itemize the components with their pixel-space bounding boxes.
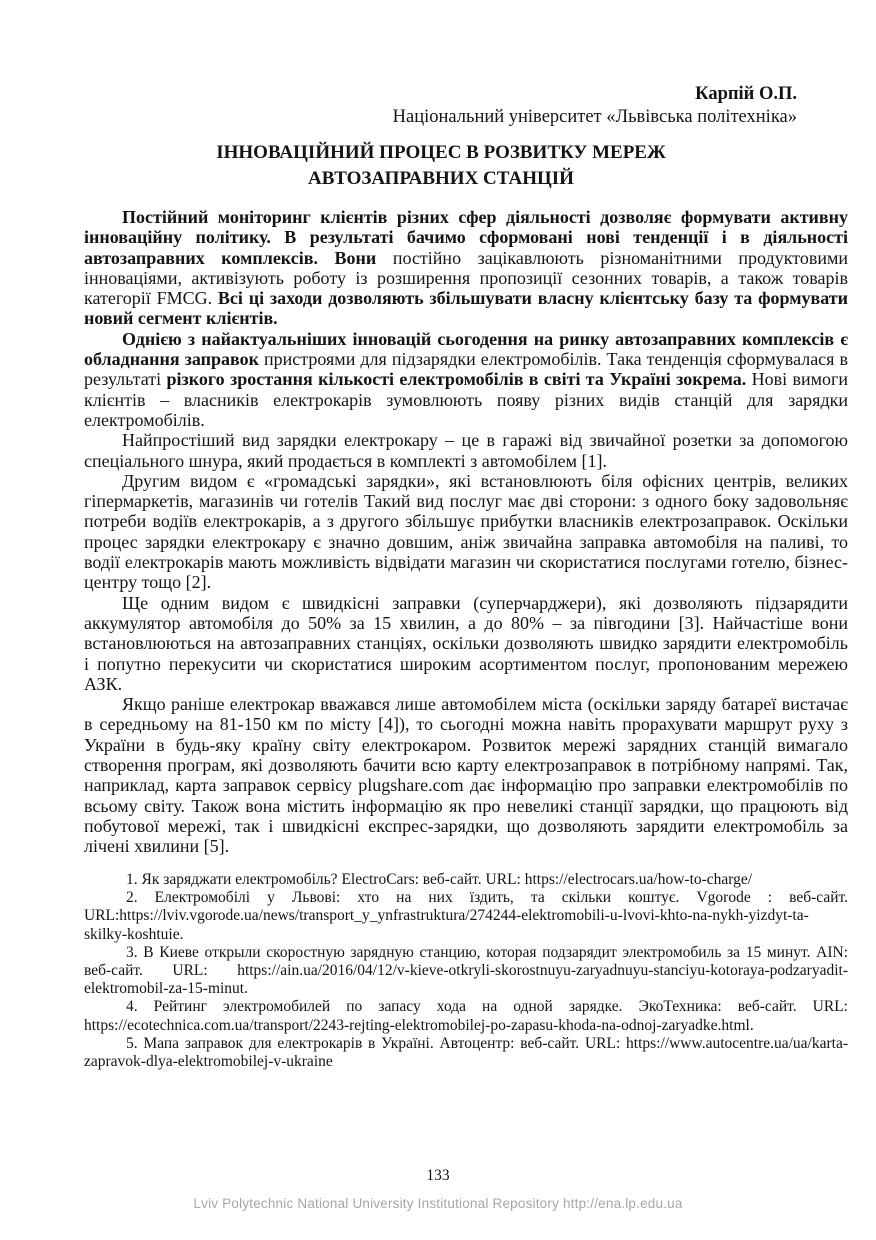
- body-paragraph: [84, 471, 848, 593]
- body-paragraph: [84, 329, 848, 430]
- references-list: [84, 871, 848, 1071]
- text-run: Найпростіший вид зарядки електрокару – це в гаражі від звичайної розетки за допомогою спеціального шнура, який продається в комплекті з автомобілем [1].: [84, 430, 848, 471]
- byline-block: [84, 83, 797, 129]
- author-name: Карпій О.П.: [695, 84, 797, 104]
- paper-title-line2: АВТОЗАПРАВНИХ СТАНЦІЙ: [308, 167, 574, 189]
- paper-title: [84, 140, 798, 191]
- reference-item: 4. Рейтинг электромобилей по запасу хода на одной зарядке. ЭкоТехника: веб-сайт. URL: https://ecotechnica.com.ua/transport/2243-rejting-elektromobilej-po-zapasu-khoda-na-odnoj-zaryadke.html.: [84, 998, 848, 1034]
- page-number: 133: [426, 1167, 450, 1184]
- text-run: пристроями для підзарядки електромобілів. Така тенденція сформувалася в результаті: [84, 349, 848, 390]
- text-run: Другим видом є «громадські зарядки», які встановлюють біля офісних центрів, великих гіпермаркетів, магазинів чи готелів Такий вид послуг має дві сторони: з одного боку задовольняє потреби водіїв електрокарів, а з другого збільшує прибутки власників електрозаправок. Оскільки процес зарядки електрокару є значно довшим, аніж звичайна заправка автомобіля на паливі, то водії електрокарів мають можливість відвідати магазин чи скористатися послугами готелю, бізнес-центру тощо [2].: [84, 470, 848, 593]
- body-paragraph: [84, 593, 848, 694]
- text-run: Нові вимоги клієнтів – власників електрокарів зумовлюють появу різних видів станцій для зарядки електромобілів.: [84, 369, 848, 430]
- text-run: постійно зацікавлюють різноманітними продуктовими інноваціями, активізують роботу із розширення пропозиції сезонних товарів, а також товарів категорії FMCG.: [84, 247, 848, 309]
- body-paragraph: [84, 207, 848, 329]
- article-body: [84, 207, 848, 857]
- reference-item: 3. В Киеве открыли скоростную зарядную станцию, которая подзарядит электромобиль за 15 минут. AIN: веб-сайт. URL: https://ain.ua/2016/04/12/v-kieve-otkryli-skorostnuyu-zaryadnuyu-stanciyu-kotoraya-podzaryadit-elektromobil-za-15-minut.: [84, 943, 848, 998]
- paper-title-line1: ІННОВАЦІЙНИЙ ПРОЦЕС В РОЗВИТКУ МЕРЕЖ: [216, 142, 666, 163]
- text-run: Ще одним видом є швидкісні заправки (суперчарджери), які дозволяють підзарядити аккумулятор автомобіля до 50% за 15 хвилин, а до 80% – за півгодини [3]. Найчастіше вони встановлюються на автозаправних станціях, оскільки дозволяють швидко зарядити електромобіль і попутно перекусити чи скористатися широким асортиментом послуг, пропонованим мережею АЗК.: [84, 592, 848, 694]
- reference-item: 2. Електромобілі у Львові: хто на них їздить, та скільки коштує. Vgorode : веб-сайт. URL:https://lviv.vgorode.ua/news/transport_y_ynfrastruktura/274244-elektromobili-u-lvovi-khto-na-nykh-yizdyt-ta-skilky-koshtuie.: [84, 889, 848, 943]
- reference-item: 1. Як заряджати електромобіль? ElectroCars: веб-сайт. URL: https://electrocars.ua/how-to-charge/: [126, 871, 753, 888]
- author-affiliation: Національний університет «Львівська політехніка»: [392, 107, 797, 127]
- bold-text-run: Всі ці заходи дозволяють збільшувати власну клієнтську базу та формувати новий сегмент клієнтів.: [84, 288, 849, 329]
- bold-text-run: Однією з найактуальніших інновацій сьогодення на ринку автозаправних комплексів є обладнання заправок: [84, 328, 848, 370]
- bold-text-run: Постійний моніторинг клієнтів різних сфер діяльності дозволяє формувати активну інноваційну політику. В результаті бачимо сформовані нові тенденції і в діяльності автозаправних комплексів. Вони: [84, 207, 848, 268]
- bold-text-run: різкого зростання кількості електромобілів в світі та Україні зокрема.: [166, 369, 752, 390]
- repository-footer: Lviv Polytechnic National University Institutional Repository http://ena.lp.edu.ua: [193, 1196, 683, 1211]
- body-paragraph: [84, 694, 848, 856]
- body-paragraph: [84, 430, 848, 471]
- reference-item: 5. Мапа заправок для електрокарів в Україні. Автоцентр: веб-сайт. URL: https://www.autocentre.ua/ua/karta-zapravok-dlya-elektromobilej-v-ukraine: [84, 1034, 848, 1071]
- text-run: Якщо раніше електрокар вважався лише автомобілем міста (оскільки заряду батареї вистачає в середньому на 81-150 км по місту [4]), то сьогодні можна навіть прорахувати маршрут руху з України в будь-яку країну світу електрокаром. Розвиток мережі зарядних станцій вимагало створення програм, які дозволяють бачити всю карту електрозаправок в потрібному напрямі. Так, наприклад, карта заправок сервісу plugshare.com дає інформацію про заправки електромобілів по всьому світу. Також вона містить інформацію як про невеликі станції зарядки, що працюють від побутової мережі, так і швидкісні експрес-зарядки, що дозволяють зарядити електромобіль за лічені хвилини [5].: [84, 694, 848, 857]
